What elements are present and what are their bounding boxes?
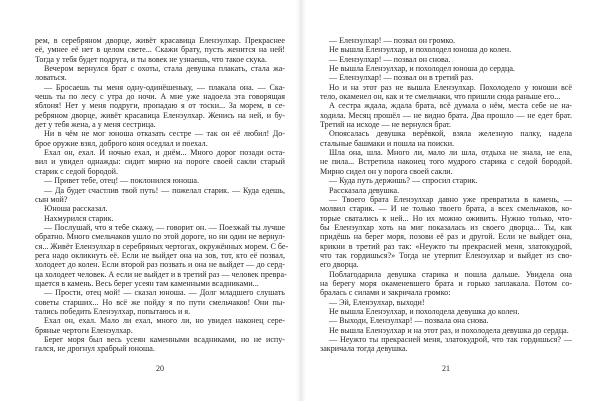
paragraph xyxy=(320,176,572,185)
paragraph xyxy=(320,64,572,73)
paragraph xyxy=(35,176,285,185)
text-line: гался, не дрогнул храбрый юноша. xyxy=(35,344,155,354)
text-line: яблоня! Нет у меня подруги, пропадаю я от тоски... За морем, в се- xyxy=(35,101,285,111)
paragraph xyxy=(35,148,285,176)
paragraph xyxy=(320,195,572,270)
text-line: Третий на исходе — не вернулся брат. xyxy=(320,120,451,130)
text-line: рега надо окликнуть её. Если не выйдет она на зов, тот, кто её позвал, xyxy=(35,250,285,260)
text-line: старик с седой бородой. xyxy=(35,166,119,176)
paragraph xyxy=(320,45,572,54)
text-line: Поблагодарила девушка старика и пошла дальше. Увидела она xyxy=(329,269,572,279)
text-line: придёшь на берег моря, позови её раз и другой. Если не выйдет она, xyxy=(320,232,572,242)
text-line: сын мой? xyxy=(35,194,68,204)
text-line: холодеет до колен. Если второй раз позвать и она не выйдет — до серд- xyxy=(35,260,285,270)
text-line: — Эй, Еленэулхар, выходи! xyxy=(329,297,425,307)
text-line: А сестра ждала, ждала брата, всё думала о нём, места себе не на- xyxy=(329,101,572,111)
text-line: чешь ты по лесу с утра до ночи. А мне уже надоела эта говорящая xyxy=(35,92,285,102)
text-line: вил и увидел однажды: сидит мирно на пороге своей сакли старый xyxy=(35,157,285,167)
paragraph xyxy=(35,316,285,335)
text-line: торые сватались к ней... Но их можно оживить. Нужно только, что- xyxy=(320,213,572,223)
text-line: Нахмурился старик. xyxy=(44,213,114,223)
text-line: ся... Живёт Еленэулхар в серебряных чертогах, окружённых морем. С бе- xyxy=(35,241,289,251)
paragraph xyxy=(320,83,572,102)
text-line: — Прости, отец мой! — сказал юноша. — Долг младшего слушать xyxy=(44,288,285,298)
text-line: — Еленэулхар! — позвал он в третий раз. xyxy=(329,73,474,83)
page-number: 20 xyxy=(156,364,164,373)
text-line: ца холодеет человек. А если не выйдет и в третий раз — человек превра- xyxy=(35,269,287,279)
text-line: — Твоего брата Еленэулхар давно уже превратила в камень, — xyxy=(329,194,572,204)
text-line: тело, окаменел он, как и те смельчаки, что пришли сюда раньше его... xyxy=(320,92,561,102)
text-line: — Еленэулхар! — позвал он громко. xyxy=(329,36,456,45)
text-line: стальные башмаки и пошла на поиски. xyxy=(320,138,455,148)
text-line: бралась с силами и закричала громко: xyxy=(320,288,451,298)
paragraph xyxy=(320,270,572,298)
paragraph xyxy=(320,73,572,82)
text-line: Но и на этот раз не вышла Еленэулхар. Похолодело у юноши всё xyxy=(329,82,572,92)
text-line: — Куда путь держишь? — спросил старик. xyxy=(329,176,478,186)
text-line: что так гордишься?» Тогда не утерпит Еленэулхар и выйдет из сво- xyxy=(320,250,572,260)
text-line: Вечером вернулся брат с охоты, стала девушка плакать, стала жа- xyxy=(44,64,285,74)
text-line: Берег моря был весь усеян каменными всадниками, но не испу- xyxy=(44,335,285,344)
text-line: ребряном дворце, живёт красавица Еленэулхар. Женись на ней, и бу- xyxy=(35,110,285,120)
text-line: — Да будет счастлив твой путь! — пожелал старик. — Куда едешь, xyxy=(44,185,285,195)
text-line: на берегу моря окаменевшего брата и горько заплакала. Потом со- xyxy=(320,278,572,288)
text-line: тались победить Еленэулхар, попытаюсь и я. xyxy=(35,306,191,316)
paragraph xyxy=(35,129,285,148)
paragraph xyxy=(320,148,572,176)
paragraph xyxy=(35,186,285,205)
text-line: Тогда у тебя будет подруга, и ты вовек не узнаешь, что такое скука. xyxy=(35,54,267,64)
paragraph xyxy=(35,335,285,354)
page-text xyxy=(35,36,289,354)
paragraph xyxy=(320,186,572,195)
text-line: молвил старик. — И не только твоего брата, а всех смельчаков, ко- xyxy=(320,204,572,214)
text-line: Мирно сидел он у порога своей сакли. xyxy=(320,166,453,176)
text-line: — Послушай, что я тебе скажу, — говорит он. — Поезжай ты лучше xyxy=(44,222,285,232)
text-line: Не вышла Еленэулхар, и похолодел юноша до колен. xyxy=(329,45,512,55)
text-line: ходила. Месяц прошёл — не видно брата. Два прошло — не едет брат. xyxy=(320,110,572,120)
text-line: Ехал он, ехал. И ночью ехал, и днём... Много дорог позади оста- xyxy=(44,148,285,158)
text-line: — Привет тебе, отец! — поклонился юноша. xyxy=(44,176,199,186)
text-line: Ехал он, ехал. Мало ли ехал, много ли, но увидел наконец сере- xyxy=(44,316,285,326)
paragraph xyxy=(320,298,572,307)
paragraph xyxy=(35,64,285,83)
text-line: — Неужто ты прекрасней меня, златокудрой, что так гордишься? — xyxy=(329,335,572,344)
text-line: бы Еленэулхар хоть на миг показалась из своего дворца... Ты, как xyxy=(320,222,572,232)
text-line: крикни в третий раз так: «Неужто ты прекрасней меня, златокудрой, xyxy=(320,241,572,251)
text-line: — Еленэулхар! — позвал он снова. xyxy=(329,54,451,64)
paragraph xyxy=(320,55,572,64)
text-line: Юноша рассказал. xyxy=(44,204,108,214)
paragraph xyxy=(35,204,285,213)
text-line: его дворца. xyxy=(320,260,359,270)
text-line: рем, в серебряном дворце, живёт красавица Еленэулхар. Прекраснее xyxy=(35,36,285,45)
paragraph xyxy=(35,83,285,130)
paragraph xyxy=(320,326,572,335)
page-number: 21 xyxy=(442,364,450,373)
text-line: Опоясалась девушка верёвкой, взяла железную палку, надела xyxy=(329,129,572,139)
text-line: советы старших... Но всё же пойду я по пути смельчаков! Они пы- xyxy=(35,297,285,307)
text-line: Не вышла Еленэулхар, и похолодела девушка до колен. xyxy=(329,306,520,316)
paragraph xyxy=(320,101,572,129)
text-line: не пила... Встретила наконец того мудрого старика с седой бородой. xyxy=(320,157,572,167)
paragraph xyxy=(320,335,572,354)
paragraph xyxy=(320,129,572,148)
paragraph xyxy=(35,222,289,288)
text-line: бряные чертоги Еленэулхар. xyxy=(35,325,133,335)
paragraph xyxy=(35,288,285,316)
text-line: дет у тебя жена, а у меня сестрица. xyxy=(35,120,156,130)
paragraph xyxy=(35,36,285,64)
text-line: брое оружие взял, доброго коня оседлал и поехал. xyxy=(35,138,208,148)
page-text xyxy=(320,36,572,354)
text-line: обратно. Много смельчаков ушло по этой дороге, но ни один не вернул- xyxy=(35,232,285,242)
right-page xyxy=(304,0,600,401)
paragraph xyxy=(320,36,572,45)
text-line: — Выходи, Еленэулхар! — позвала она снова. xyxy=(329,316,489,326)
paragraph xyxy=(35,214,285,223)
text-line: Ни в чём не мог юноша отказать сестре — так он её любил! До- xyxy=(44,129,285,139)
text-line: Не вышла Еленэулхар и на этот раз, и похолодела девушка до сердца. xyxy=(329,325,569,335)
text-line: закричала тогда девушка. xyxy=(320,344,408,354)
text-line: щается в камень. Весь берег усеян там каменными всадниками... xyxy=(35,278,259,288)
text-line: Рассказала девушка. xyxy=(329,185,400,195)
text-line: её, умнее её нет в целом свете... Скажи брату, пусть женится на ней! xyxy=(35,45,285,55)
text-line: Шла она, шла. Много ли, мало ли шла, отдыха не знала, не ела, xyxy=(329,148,572,158)
text-line: ловаться. xyxy=(35,73,67,83)
text-line: — Бросаешь ты меня одну-одинёшеньку, — плакала она. — Ска- xyxy=(44,82,285,92)
text-line: Не вышла Еленэулхар, и похолодел юноша до сердца. xyxy=(329,64,515,74)
paragraph xyxy=(320,307,572,316)
paragraph xyxy=(320,316,572,325)
